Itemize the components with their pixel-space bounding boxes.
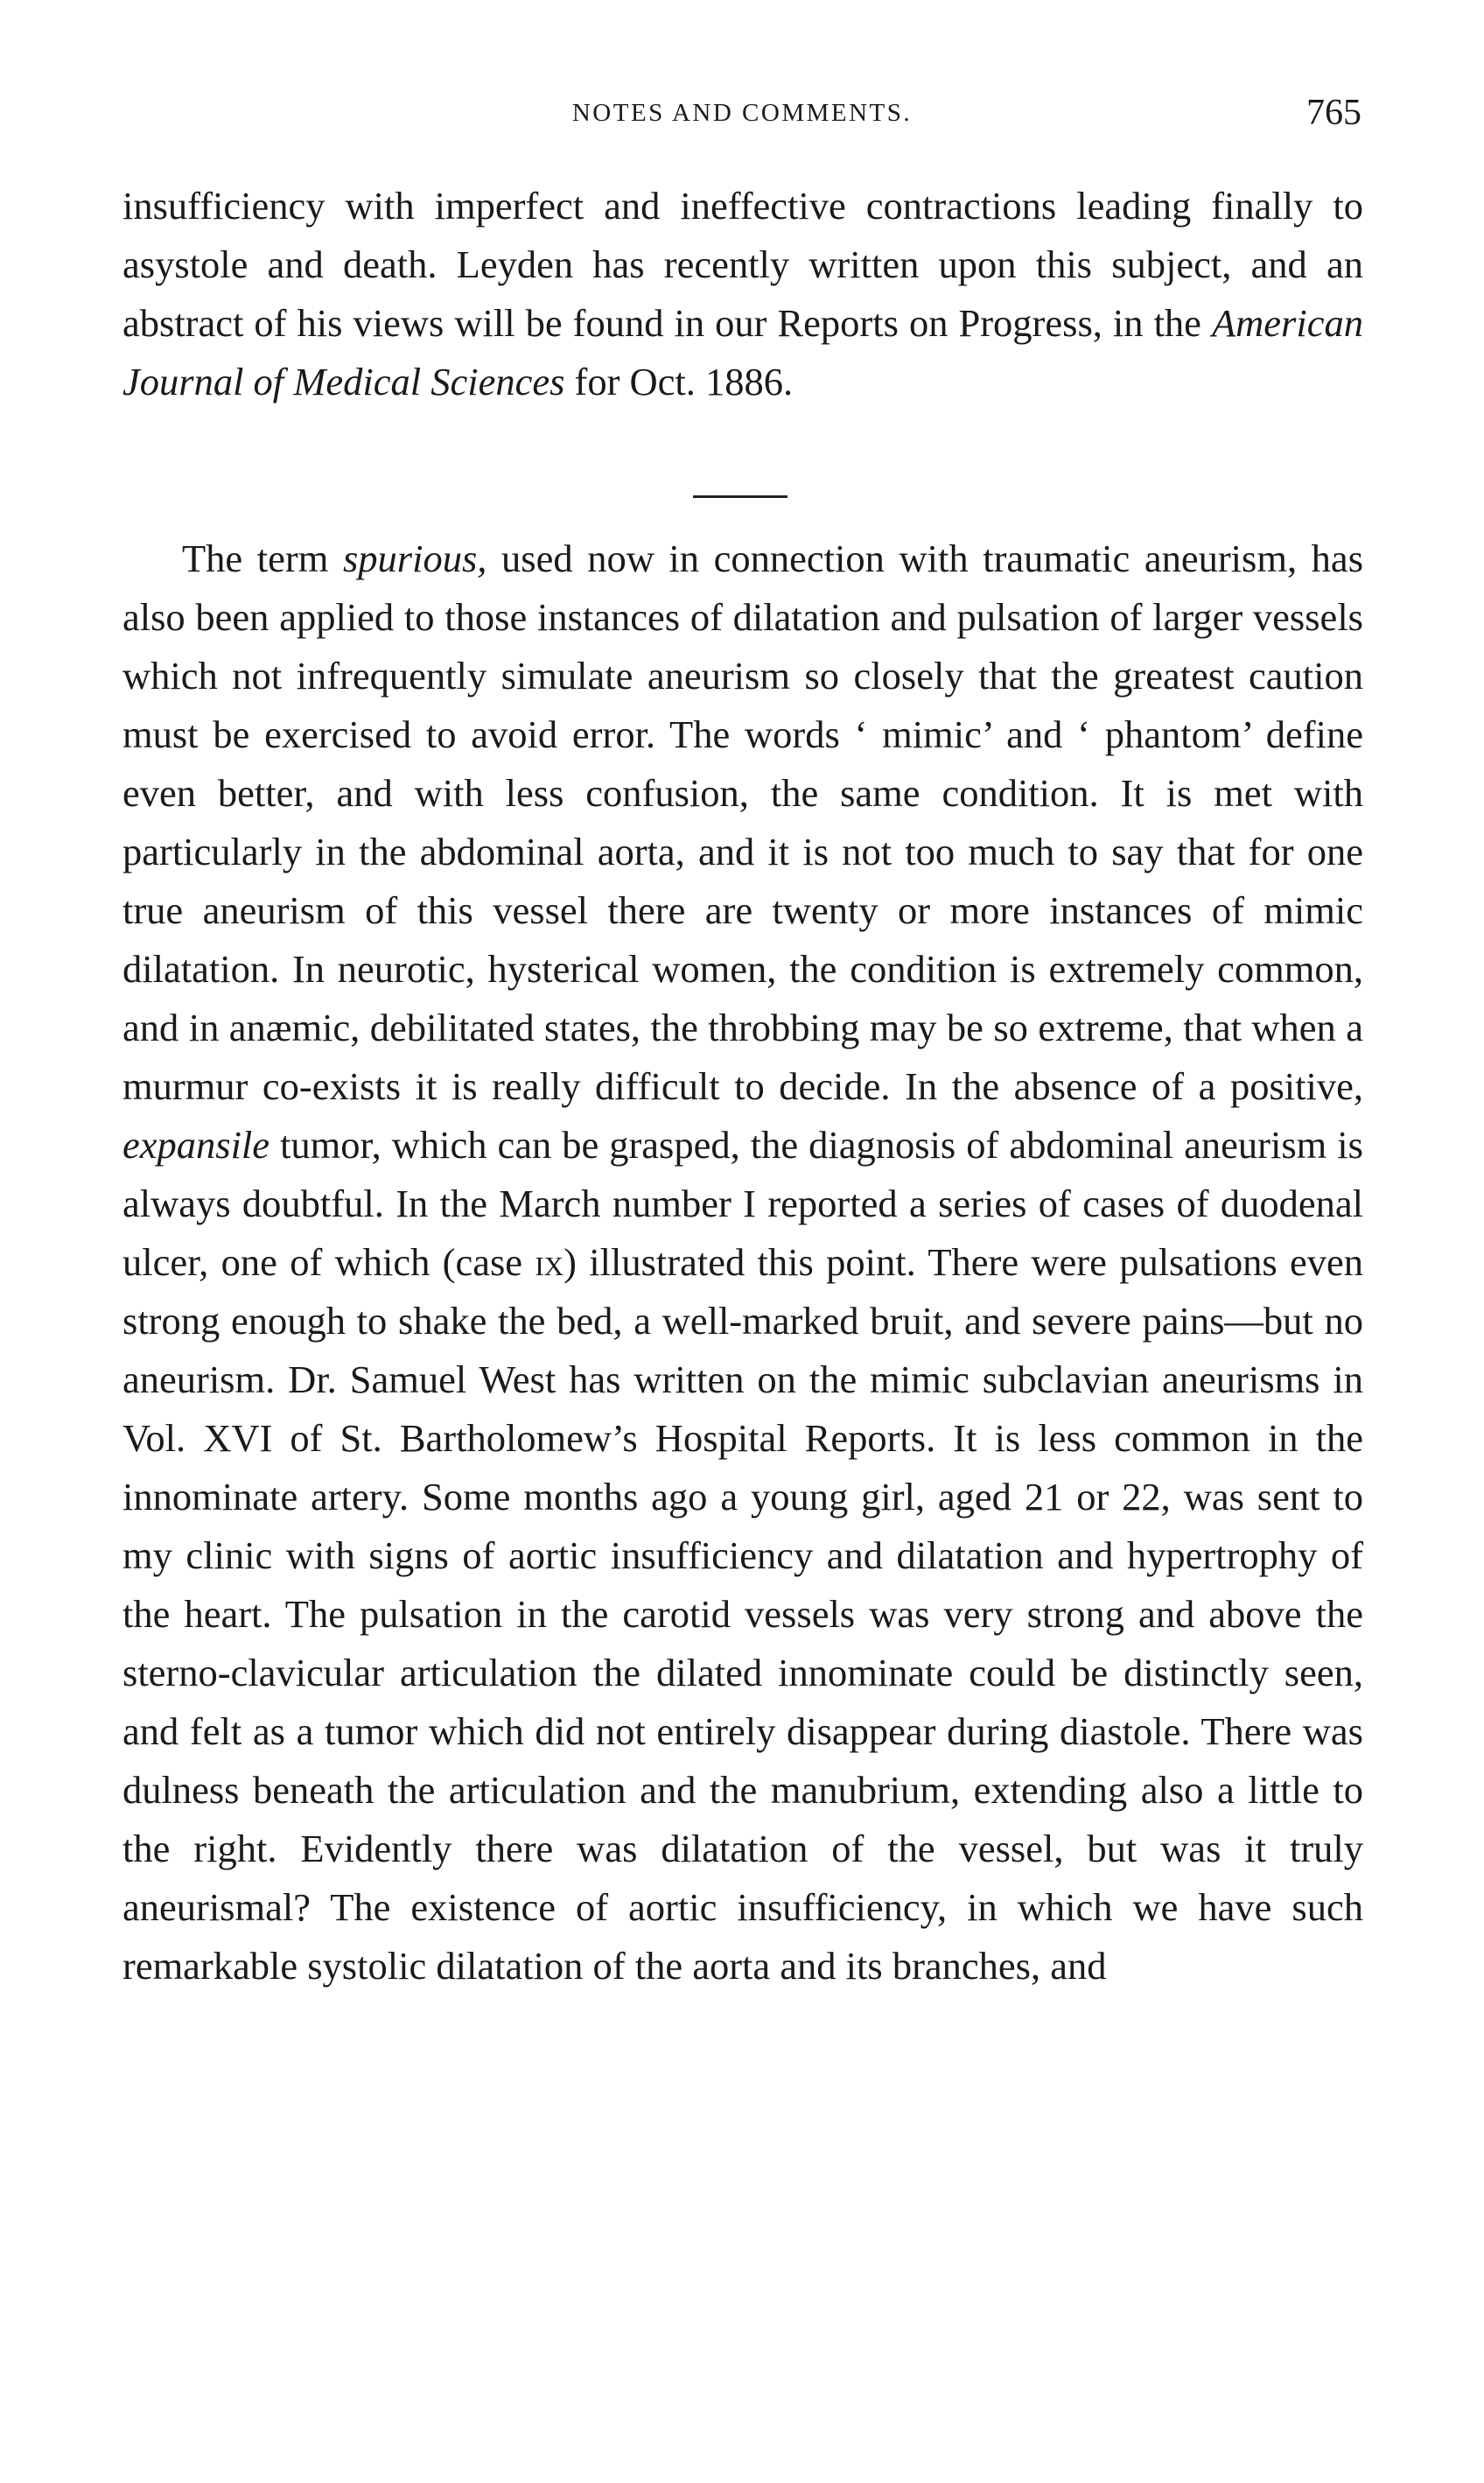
paragraph-text: tumor, which can be grasped, the diagnosis of abdominal aneurism is always doubtful. In the March number I reported a series of cases of duodenal ulcer, one of which (case (122, 1123, 1363, 1284)
term-expansile: expansile (122, 1123, 270, 1167)
page-number: 765 (1306, 93, 1362, 133)
case-number: ix (535, 1240, 564, 1284)
paragraph-text: The term (182, 537, 343, 580)
paragraph-text: insufficiency with imperfect and ineffective contractions leading finally to asystole and death. Leyden has recently written upon this subject, and an abstract of his views will be found in our Reports on Progress, in the (122, 184, 1363, 345)
paragraph-continuation (122, 177, 1363, 411)
paragraph-text: used now in connection with traumatic aneurism, has also been applied to those instances of dilatation and pulsation of larger vessels which not infrequently simulate aneurism so closely that the greatest caution must be exercised to avoid error. The words ‘ mimic’ and ‘ phantom’ define even better, and with less confusion, the same condition. It is met with particularly in the abdominal aorta, and it is not too much to say that for one true aneurism of this vessel there are twenty or more instances of mimic dilatation. In neurotic, hysterical women, the condition is extremely common, and in anæmic, debilitated states, the throbbing may be so extreme, that when a murmur co-exists it is really difficult to decide. In the absence of a positive, (122, 537, 1364, 1108)
journal-title: American Journal of Medical Sciences (122, 301, 1363, 403)
running-head: NOTES AND COMMENTS. (571, 99, 913, 127)
section-divider (693, 495, 788, 498)
paragraph-mimic-aneurism (122, 530, 1363, 1996)
term-spurious: spurious, (342, 537, 487, 580)
paragraph-text: for Oct. 1886. (564, 360, 794, 403)
paragraph-text: ) illustrated this point. There were pulsations even strong enough to shake the bed, a well-marked bruit, and severe pains—but no aneurism. Dr. Samuel West has written on the mimic subclavian aneurisms in Vol. XVI of St. Bartholomew’s Hospital Reports. It is less common in the innominate artery. Some months ago a young girl, aged 21 or 22, was sent to my clinic with signs of aortic insufficiency and dilatation and hypertrophy of the heart. The pulsation in the carotid vessels was very strong and above the sterno-clavicular articulation the dilated innominate could be distinctly seen, and felt as a tumor which did not entirely disappear during diastole. There was dulness beneath the articulation and the manubrium, extending also a little to the right. Evidently there was dilatation of the vessel, but was it truly aneurismal? The existence of aortic insufficiency, in which we have such remarkable systolic dilatation of the aorta and its branches, and (122, 1240, 1363, 1988)
page-header (122, 92, 1362, 144)
